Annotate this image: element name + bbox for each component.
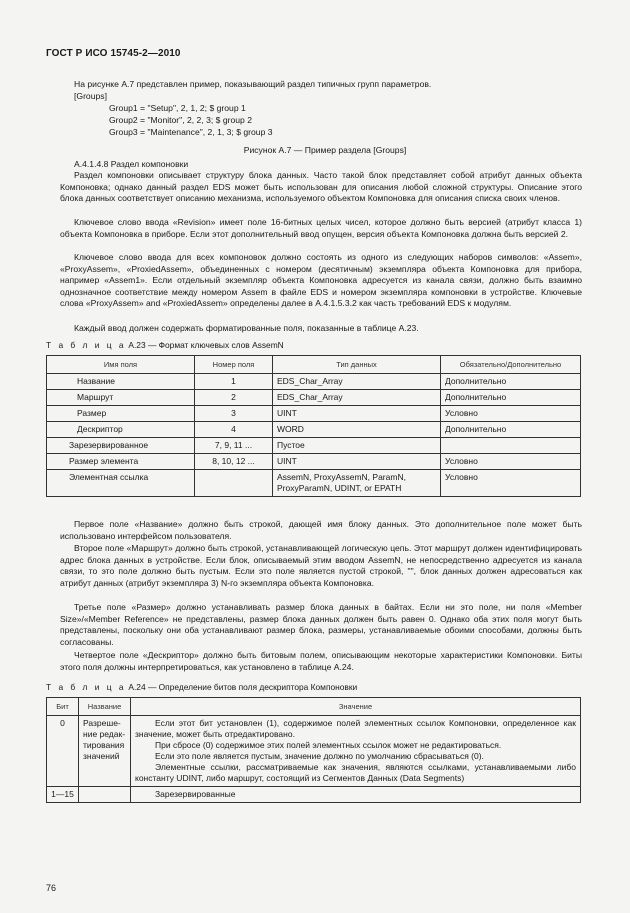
data-type-cell: AssemN, ProxyAssemN, ParamN, ProxyParamN, UDINT, or EPATH	[273, 470, 441, 497]
meaning-line: Если это поле является пустым, значение должно по умолчанию сбрасываться (0).	[155, 751, 484, 761]
field-number-cell: 8, 10, 12 ...	[195, 454, 273, 470]
table24-header-cell: Бит	[47, 698, 79, 716]
bit-meaning-cell	[131, 787, 581, 803]
required-cell	[441, 438, 581, 454]
field-name-cell: Размер элемента	[47, 454, 195, 470]
data-type-cell: EDS_Char_Array	[273, 390, 441, 406]
meaning-line: Зарезервированные	[155, 789, 236, 799]
figure-caption: Рисунок А.7 — Пример раздела [Groups]	[243, 145, 407, 155]
table-row	[47, 438, 581, 454]
table23-header-cell: Номер поля	[195, 356, 273, 374]
section-heading: А.4.1.4.8 Раздел компоновки	[74, 159, 189, 169]
field-name-cell: Элементная ссылка	[47, 470, 195, 497]
code-line-group3: Group3 = "Maintenance", 2, 1, 3; $ group 3	[109, 127, 273, 137]
table-a24	[46, 697, 581, 803]
paragraph-field-2: Второе поле «Маршрут» должно быть строкой, устанавливающей логическую цепь. Этот маршрут должен идентифицировать адрес блока данных в устройстве. Если блок, описываемый этим вводом AssemN, не непосредственно адресуется из канала связи, то это поле должно быть пустым. Если это поле является пустой строкой, "", блок данных должен адресоваться как атрибут данных (атрибут экземпляра 3) N-го экземпляра объекта Компоновка.	[60, 543, 582, 588]
table-row	[47, 406, 581, 422]
field-name-cell: Дескриптор	[47, 422, 195, 438]
table24-header-row	[47, 698, 581, 716]
data-type-cell: Пустое	[273, 438, 441, 454]
table-a23	[46, 355, 581, 497]
data-type-cell: WORD	[273, 422, 441, 438]
intro-text: На рисунке А.7 представлен пример, показывающий раздел типичных групп параметров.	[74, 79, 432, 89]
table-row	[47, 716, 581, 787]
table23-header-cell: Тип данных	[273, 356, 441, 374]
paragraph-assembly-2: Ключевое слово ввода «Revision» имеет поле 16-битных целых чисел, которое должно быть версией (атрибут класса 1) объекта Компоновка в приборе. Если этот дополнительный ввод опущен, версия объекта Компоновка должна быть версией 2.	[60, 217, 582, 239]
paragraph-field-1: Первое поле «Название» должно быть строкой, дающей имя блоку данных. Это дополнительное поле может быть использовано интерфейсом пользователя.	[60, 519, 582, 541]
table-row	[47, 787, 581, 803]
table24-title: А.24 — Определение битов поля дескриптора Компоновки	[128, 682, 358, 692]
table23-title: А.23 — Формат ключевых слов AssemN	[128, 340, 284, 350]
table-row	[47, 422, 581, 438]
bit-name-cell: Разреше-ние редак-тирования значений	[79, 716, 131, 787]
field-number-cell: 1	[195, 374, 273, 390]
table23-header-cell: Имя поля	[47, 356, 195, 374]
table24-header-cell: Название	[79, 698, 131, 716]
code-line-group1: Group1 = "Setup", 2, 1, 2; $ group 1	[109, 103, 246, 113]
code-line-groups: [Groups]	[74, 91, 107, 101]
field-number-cell: 4	[195, 422, 273, 438]
meaning-line: При сбросе (0) содержимое этих полей элементных ссылок может не редактироваться.	[155, 740, 502, 750]
meaning-line: Элементные ссылки, рассматриваемые как значения, являются ссылками, устанавливаемыми либо константу UDINT, либо маршрут, состоящий из Сегментов Данных (Data Segments)	[135, 762, 576, 783]
table-row	[47, 454, 581, 470]
required-cell: Условно	[441, 454, 581, 470]
meaning-line: Если этот бит установлен (1), содержимое полей элементных ссылок Компоновки, определенное как значение, может быть отредактировано.	[135, 718, 576, 739]
table23-header-row	[47, 356, 581, 374]
paragraph-assembly-1: Раздел компоновки описывает структуру блока данных. Часто такой блок представляет собой атрибут данных объекта Компоновка; однако данный раздел EDS может быть использован для описания любой сложной структуры. Описание этого блока данных соответствует описанию механизма, используемого объектом Компоновка для описания списка своих членов.	[60, 170, 582, 203]
field-name-cell: Маршрут	[47, 390, 195, 406]
paragraph-assembly-4: Каждый ввод должен содержать форматированные поля, показанные в таблице А.23.	[74, 323, 419, 333]
data-type-cell: UINT	[273, 454, 441, 470]
field-number-cell	[195, 470, 273, 497]
data-type-cell: EDS_Char_Array	[273, 374, 441, 390]
required-cell: Условно	[441, 470, 581, 497]
required-cell: Условно	[441, 406, 581, 422]
field-name-cell: Зарезервированное	[47, 438, 195, 454]
table24-header-cell: Значение	[131, 698, 581, 716]
bit-meaning-cell	[131, 716, 581, 787]
table24-caption	[46, 682, 357, 692]
required-cell: Дополнительно	[441, 374, 581, 390]
table24-label: Т а б л и ц а	[46, 682, 127, 692]
data-type-cell: UINT	[273, 406, 441, 422]
table-row	[47, 374, 581, 390]
required-cell: Дополнительно	[441, 422, 581, 438]
paragraph-field-4: Четвертое поле «Дескриптор» должно быть битовым полем, описывающим некоторые характеристики Компоновки. Биты этого поля должны интерпретироваться, как установлено в таблице А.24.	[60, 650, 582, 672]
standard-header: ГОСТ Р ИСО 15745-2—2010	[46, 48, 181, 59]
table-row	[47, 390, 581, 406]
bit-cell: 1—15	[47, 787, 79, 803]
field-name-cell: Размер	[47, 406, 195, 422]
page-number: 76	[46, 883, 57, 893]
field-name-cell: Название	[47, 374, 195, 390]
table23-label: Т а б л и ц а	[46, 340, 127, 350]
table-row	[47, 470, 581, 497]
bit-cell: 0	[47, 716, 79, 787]
table23-caption	[46, 340, 284, 350]
table23-header-cell: Обязательно/Дополнительно	[441, 356, 581, 374]
field-number-cell: 7, 9, 11 ...	[195, 438, 273, 454]
required-cell: Дополнительно	[441, 390, 581, 406]
code-line-group2: Group2 = "Monitor", 2, 2, 3; $ group 2	[109, 115, 252, 125]
paragraph-assembly-3: Ключевое слово ввода для всех компоновок должно состоять из одного из следующих наборов символов: «Assem», «ProxyAssem», «ProxiedAssem», объединенных с номером (десятичным) экземпляра объекта Компоновка для прибора, например «Assem1». Если отдельный экземпляр объекта Компоновка адресуется из канала связи, должно быть взаимно однозначное соответствие между номером Assem в файле EDS и номером экземпляра компоновки в устройстве. Ключевые слова «ProxyAssem» and «ProxiedAssem» определены далее в А.4.1.5.3.2 как часть требований EDS к модулям.	[60, 252, 582, 308]
paragraph-field-3: Третье поле «Размер» должно устанавливать размер блока данных в байтах. Если ни это поле, ни поля «Member Size»/«Member Reference» не представлены, размер блока данных должен быть равен 0. Однако оба этих поля могут быть представлены, поскольку они оба устанавливают размер блока, размеры, устанавливаемые обоими способами, должны быть согласованы.	[60, 602, 582, 647]
field-number-cell: 2	[195, 390, 273, 406]
field-number-cell: 3	[195, 406, 273, 422]
bit-name-cell	[79, 787, 131, 803]
